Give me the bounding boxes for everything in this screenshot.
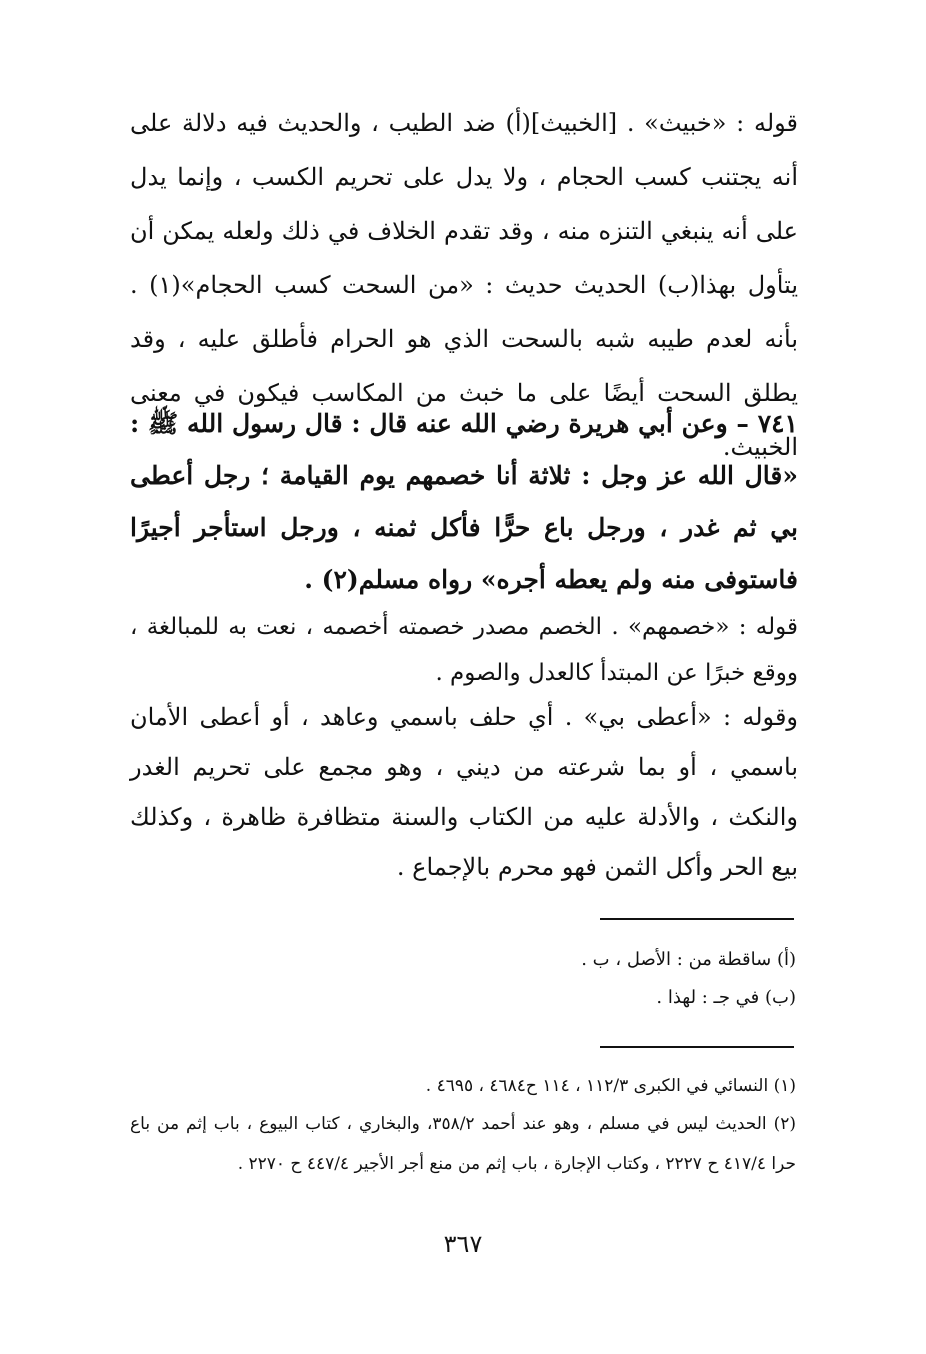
footnote-2: (٢) الحديث ليس في مسلم ، وهو عند أحمد ٣٥٨/٢، والبخاري ، كتاب البيوع ، باب إثم من باع حرا ٤١٧/٤ ح ٢٢٢٧ ، وكتاب الإجارة ، باب إثم من منع أجر الأجير ٤٤٧/٤ ح ٢٢٧٠ . — [130, 1114, 796, 1174]
commentary-paragraph-khabith: قوله : «خبيث» . [الخبيث](أ) ضد الطيب ، والحديث فيه دلالة على أنه يجتنب كسب الحجام ، ولا يدل على تحريم الكسب ، وإنما يدل على أنه ينبغي التنزه منه ، وقد تقدم الخلاف في ذلك ولعله يمكن أن يتأول بهذا(ب) الحديث حديث : «من السحت كسب الحجام»(١) . بأنه لعدم طيبه شبه بالسحت الذي هو الحرام فأطلق عليه ، وقد يطلق السحت أيضًا على ما خبث من المكاسب فيكون في معنى الخبيث. — [130, 109, 799, 461]
hadith-paragraph-741: ٧٤١ – وعن أبي هريرة رضي الله عنه قال : قال رسول الله ﷺ : «قال الله عز وجل : ثلاثة أنا خصمهم يوم القيامة ؛ رجل أعطى بي ثم غدر ، ورجل باع حرًّا فأكل ثمنه ، ورجل استأجر أجيرًا فاستوفى منه ولم يعطه أجره» رواه مسلم(٢) . — [130, 409, 798, 594]
variant-note-a: (أ) ساقطة من : الأصل ، ب . — [581, 949, 796, 970]
footnote-1: (١) النسائي في الكبرى ١١٢/٣ ، ١١٤ ح٤٦٨٤ ، ٤٦٩٥ . — [425, 1076, 796, 1096]
commentary-paragraph-khasmuhum: قوله : «خصمهم» . الخصم مصدر خصمته أخصمه ، نعت به للمبالغة ، ووقع خبرًا عن المبتدأ كالعدل والصوم . — [130, 614, 798, 686]
footnotes-divider — [600, 1046, 794, 1048]
commentary-paragraph-ata-bi: وقوله : «أعطى بي» . أي حلف باسمي وعاهد ، أو أعطى الأمان باسمي ، أو بما شرعته من ديني ، وهو مجمع على تحريم الغدر والنكث ، والأدلة عليه من الكتاب والسنة متظافرة ظاهرة ، وكذلك بيع الحر وأكل الثمن فهو محرم بالإجماع . — [130, 703, 799, 881]
variant-note-b: (ب) في جـ : لهذا . — [656, 987, 796, 1008]
page-number: ٣٦٧ — [443, 1230, 483, 1258]
variant-notes-divider — [600, 918, 794, 920]
